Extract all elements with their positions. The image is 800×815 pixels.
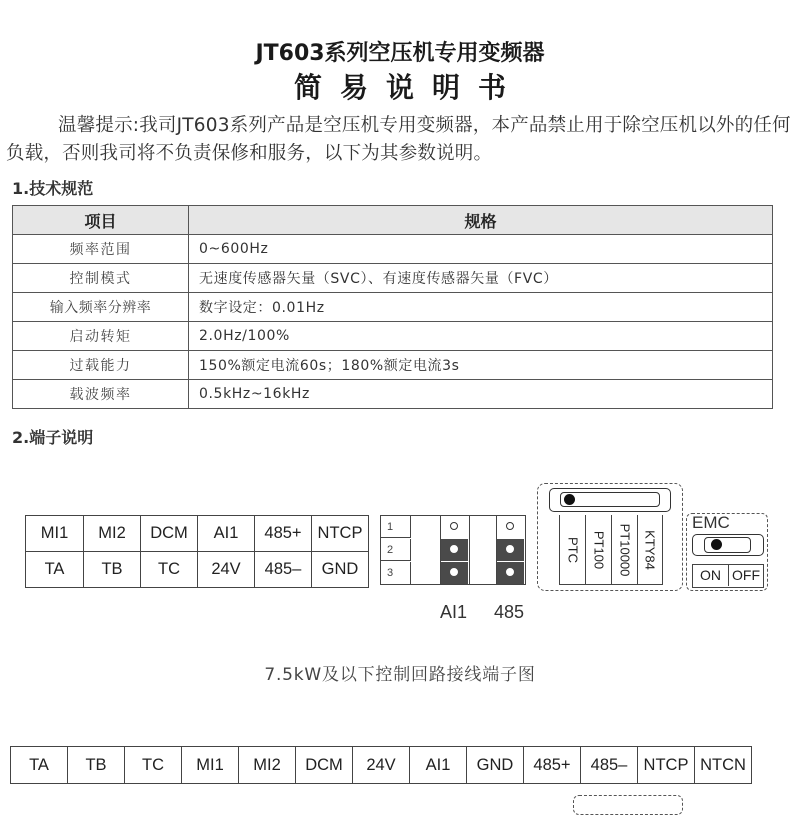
- terminal-row-top: [26, 516, 369, 552]
- jumper-label-485: 485: [494, 602, 525, 622]
- pin-open-icon: [506, 522, 514, 530]
- table-row: [13, 380, 773, 409]
- emc-label: EMC: [692, 513, 730, 532]
- row-item: 控制模式: [13, 264, 189, 293]
- slider-track: [704, 537, 751, 553]
- pin-shorted-icon: [506, 568, 514, 576]
- slider-knob-icon[interactable]: [711, 539, 722, 550]
- document-subtitle: 简易说明书: [293, 71, 524, 104]
- jumper-pin-2: [441, 539, 468, 561]
- terminal-row-bottom: [26, 552, 369, 588]
- emc-options: [692, 564, 764, 588]
- terminal-cell: TB: [84, 552, 141, 588]
- jumper-pin-3: [497, 562, 524, 584]
- terminal-cell: MI2: [239, 747, 296, 784]
- sensor-option-pt10000: [612, 515, 638, 585]
- row-spec: 0~600Hz: [189, 235, 773, 264]
- sensor-option-label: KTY84: [642, 530, 658, 570]
- row-item: 过载能力: [13, 351, 189, 380]
- terminal-cell: AI1: [198, 516, 255, 552]
- row-spec: 数字设定：0.01Hz: [189, 293, 773, 322]
- pin-open-icon: [450, 522, 458, 530]
- sensor-option-kty84: [638, 515, 662, 585]
- terminal-cell: GND: [467, 747, 524, 784]
- pin-number: 1: [381, 516, 411, 538]
- terminal-row: [11, 747, 752, 784]
- dashed-group-partial: [573, 795, 683, 815]
- spec-table-header: [13, 206, 773, 235]
- terminal-cell: TB: [68, 747, 125, 784]
- sensor-option-ptc: [560, 515, 586, 585]
- table-row: [13, 351, 773, 380]
- terminal-cell: AI1: [410, 747, 467, 784]
- terminal-cell: DCM: [141, 516, 198, 552]
- row-item: 启动转矩: [13, 322, 189, 351]
- terminal-block-small: [25, 515, 369, 588]
- terminal-cell: TC: [141, 552, 198, 588]
- sensor-option-label: PT100: [591, 530, 606, 570]
- table-row: [13, 293, 773, 322]
- sensor-option-label: PTC: [565, 537, 580, 563]
- row-item: 频率范围: [13, 235, 189, 264]
- row-item: 载波频率: [13, 380, 189, 409]
- jumper-pin-3: [441, 562, 468, 584]
- terminal-cell: NTCP: [312, 516, 369, 552]
- terminal-cell: MI1: [182, 747, 239, 784]
- slider-knob-icon[interactable]: [564, 494, 575, 505]
- sensor-options: [559, 515, 663, 585]
- row-spec: 0.5kHz~16kHz: [189, 380, 773, 409]
- jumper-block: [380, 515, 526, 585]
- diagram-caption: 7.5kW及以下控制回路接线端子图: [264, 665, 536, 685]
- terminal-cell: MI1: [26, 516, 84, 552]
- terminal-cell: NTCN: [695, 747, 752, 784]
- jumper-label-ai1: AI1: [440, 602, 468, 622]
- header-spec: 规格: [189, 206, 773, 235]
- terminal-cell: 24V: [353, 747, 410, 784]
- jumper-pin-1: [441, 516, 468, 538]
- terminal-cell: TC: [125, 747, 182, 784]
- pin-shorted-icon: [450, 568, 458, 576]
- terminal-cell: NTCP: [638, 747, 695, 784]
- table-row: [13, 322, 773, 351]
- document-title: JT603系列空压机专用变频器: [255, 41, 545, 66]
- pin-shorted-icon: [450, 545, 458, 553]
- pin-number: 3: [381, 562, 411, 584]
- emc-option-off: OFF: [732, 567, 760, 583]
- section-heading-specs: 1.技术规范: [12, 179, 94, 198]
- terminal-cell: 24V: [198, 552, 255, 588]
- terminal-cell: 485–: [255, 552, 312, 588]
- spec-table: [12, 205, 773, 409]
- jumper-pin-1: [497, 516, 524, 538]
- emc-option-on: ON: [693, 565, 729, 586]
- sensor-option-label: PT10000: [617, 523, 632, 577]
- pin-shorted-icon: [506, 545, 514, 553]
- header-item: 项目: [13, 206, 189, 235]
- terminal-cell: GND: [312, 552, 369, 588]
- sensor-option-pt100: [586, 515, 612, 585]
- jumper-ai1[interactable]: [440, 516, 470, 584]
- row-spec: 无速度传感器矢量（SVC）、有速度传感器矢量（FVC）: [189, 264, 773, 293]
- table-row: [13, 235, 773, 264]
- jumper-pin-2: [497, 539, 524, 561]
- terminal-cell: 485–: [581, 747, 638, 784]
- row-spec: 150%额定电流60s；180%额定电流3s: [189, 351, 773, 380]
- terminal-cell: 485+: [255, 516, 312, 552]
- section-heading-terminals: 2.端子说明: [12, 428, 94, 447]
- jumper-485[interactable]: [496, 516, 526, 584]
- terminal-cell: TA: [11, 747, 68, 784]
- row-spec: 2.0Hz/100%: [189, 322, 773, 351]
- slider-track: [560, 492, 660, 507]
- sensor-select-slider[interactable]: [549, 488, 671, 512]
- terminal-cell: DCM: [296, 747, 353, 784]
- pin-number: 2: [381, 539, 411, 561]
- terminal-block-large: [10, 746, 752, 784]
- terminal-cell: 485+: [524, 747, 581, 784]
- intro-notice: 温馨提示:我司JT603系列产品是空压机专用变频器，本产品禁止用于除空压机以外的任何负载，否则我司将不负责保修和服务，以下为其参数说明。: [6, 115, 791, 164]
- terminal-cell: MI2: [84, 516, 141, 552]
- emc-slider[interactable]: [692, 534, 764, 556]
- table-row: [13, 264, 773, 293]
- terminal-cell: TA: [26, 552, 84, 588]
- row-item: 输入频率分辨率: [13, 293, 189, 322]
